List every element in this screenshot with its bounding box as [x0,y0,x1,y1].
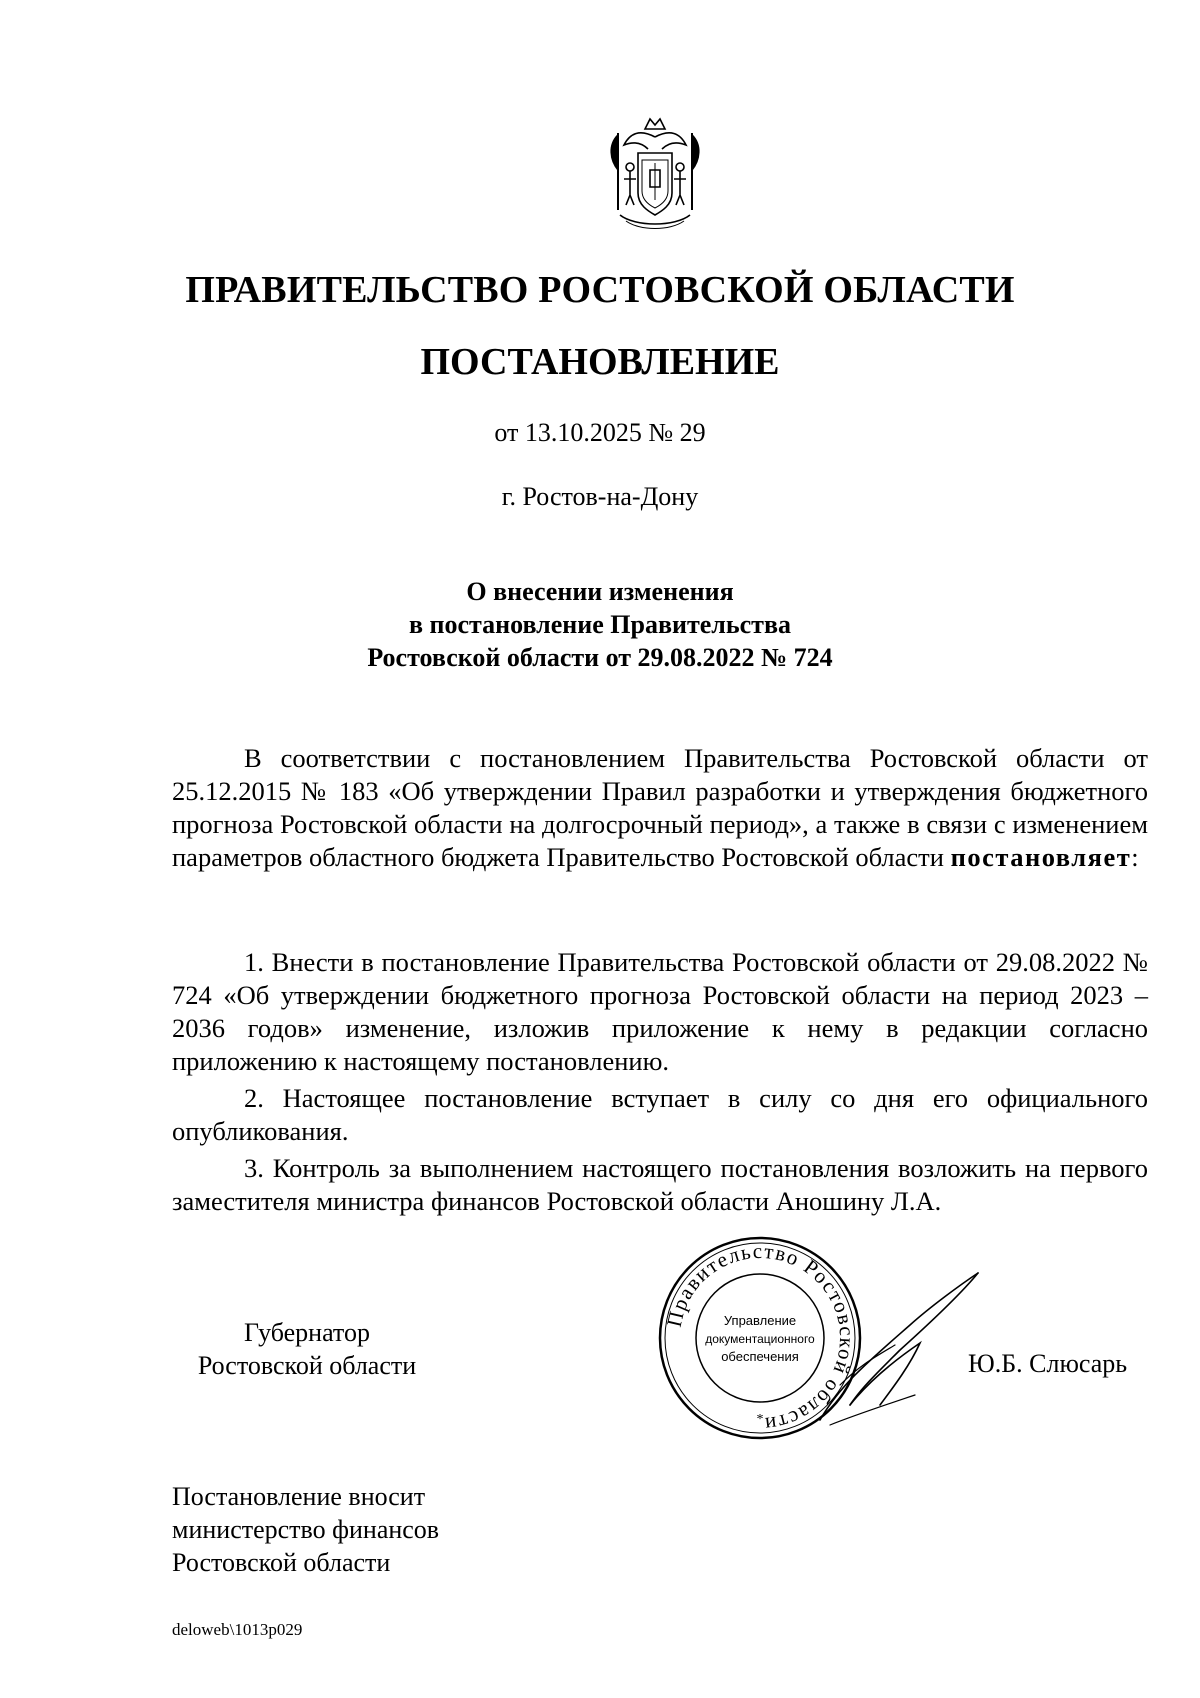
handwritten-signature [800,1265,990,1440]
item-3-paragraph [172,1152,1148,1218]
item-2-paragraph [172,1082,1148,1148]
stamp-star-icon: * [756,1412,764,1427]
signatory-title [172,1316,442,1382]
item-2-text: 2. Настоящее постановление вступает в силу со дня его официального опубликования. [172,1083,1148,1146]
submitted-by-block [172,1480,439,1579]
decree-word: постановляет [950,842,1132,872]
stamp-outer-text: Правительство Ростовской области [661,1238,860,1438]
preamble-paragraph [172,742,1148,874]
item-1-text: 1. Внести в постановление Правительства Ростовской области от 29.08.2022 № 724 «Об утверждении бюджетного прогноза Ростовской области на период 2023 – 2036 годов» изменение, изложив приложение к нему в редакции согласно приложению к настоящему постановлению. [172,947,1148,1076]
document-subject [0,575,1200,674]
stamp-inner-line-2: документационного [705,1332,815,1346]
document-type: ПОСТАНОВЛЕНИЕ [420,341,780,383]
file-reference: deloweb\1013p029 [172,1620,303,1639]
submitted-by-line-1: Постановление вносит [172,1482,426,1511]
preamble-text: В соответствии с постановлением Правительства Ростовской области от 25.12.2015 № 183 «Об утверждении Правил разработки и утверждения бюджетного прогноза Ростовской области на долгосрочный период», а также в связи с изменением параметров областного бюджета Правительство Ростовской области [172,743,1148,872]
document-date-number: от 13.10.2025 № 29 [494,418,706,447]
preamble-colon: : [1131,842,1139,872]
signatory-title-line-1: Губернатор [244,1318,370,1347]
signatory-name: Ю.Б. Слюсарь [968,1349,1128,1378]
subject-line-1: О внесении изменения [466,577,734,606]
document-city: г. Ростов-на-Дону [501,482,699,511]
signatory-title-line-2: Ростовской области [197,1351,417,1380]
subject-line-2: в постановление Правительства [408,610,791,639]
subject-line-3: Ростовской области от 29.08.2022 № 724 [367,643,833,672]
stamp-inner-line-3: обеспечения [721,1349,799,1364]
organization-title: ПРАВИТЕЛЬСТВО РОСТОВСКОЙ ОБЛАСТИ [185,269,1015,311]
stamp-inner-line-1: Управление [723,1313,797,1328]
submitted-by-line-3: Ростовской области [172,1548,391,1577]
coat-of-arms-emblem [600,115,710,235]
item-3-text: 3. Контроль за выполнением настоящего постановления возложить на первого заместителя министра финансов Ростовской области Аношину Л.А. [172,1153,1148,1216]
submitted-by-line-2: министерство финансов [172,1515,440,1544]
item-1-paragraph [172,946,1148,1078]
